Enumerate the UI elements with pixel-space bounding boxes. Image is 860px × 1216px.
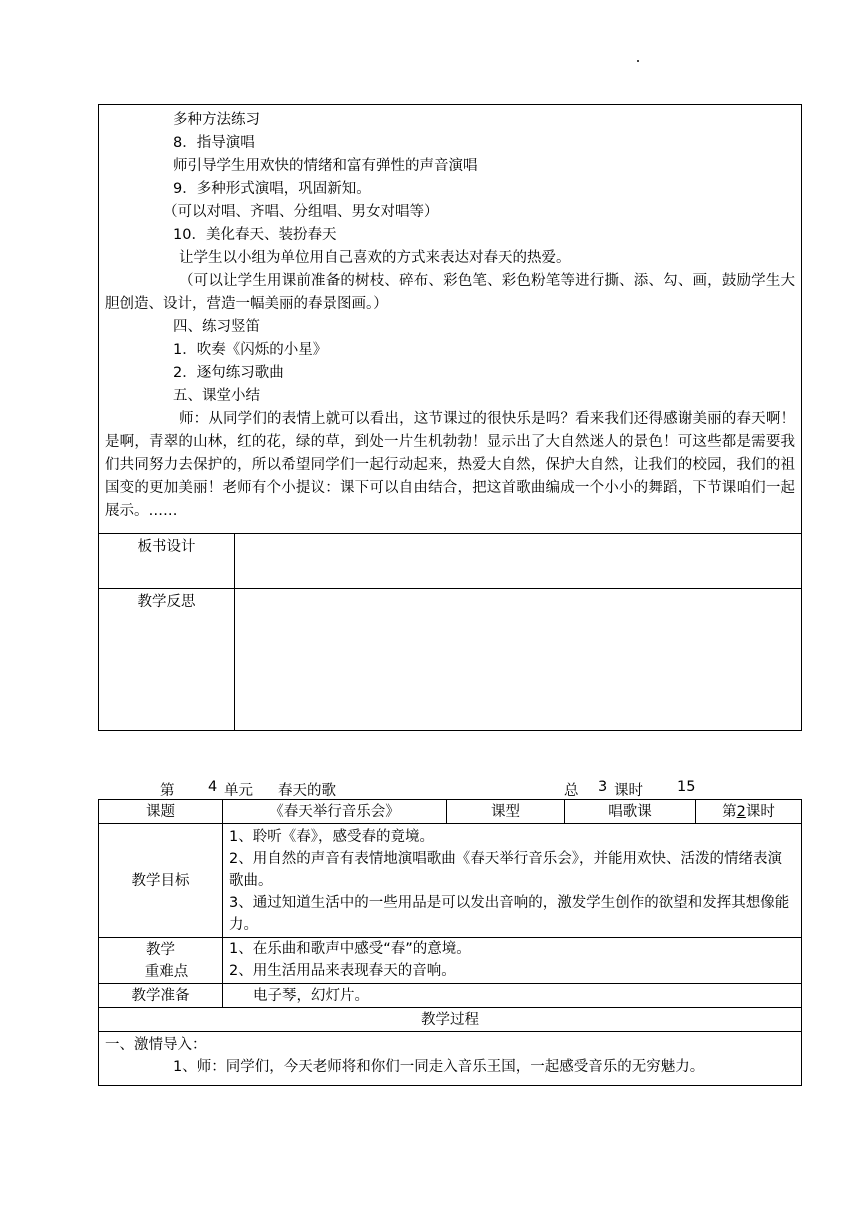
difficulty-label-line2: 重难点 [144,963,189,980]
header-unit-title: 春天的歌 [278,783,336,799]
lesson-b-header [98,779,801,799]
difficulty-item: 1、在乐曲和歌声中感受“春”的意境。 [229,941,471,957]
type-label: 课型 [447,800,565,824]
type-value: 唱歌课 [565,800,696,824]
period-prefix: 第 [722,803,737,820]
difficulty-label [99,938,223,984]
process-line: 多种方法练习 [173,112,260,128]
intro-content [99,1032,802,1086]
prep-content: 电子琴，幻灯片。 [223,984,802,1008]
para-materials: （可以让学生用课前准备的树枝、碎布、彩色笔、彩色粉笔等进行撕、添、勾、画，鼓励学生大胆创造、设计，营造一幅美丽的春景图画。） [105,273,796,312]
intro-line: 1、师：同学们，今天老师将和你们一同走入音乐王国，一起感受音乐的无穷魅力。 [173,1059,705,1075]
prep-label: 教学准备 [99,984,223,1008]
process-line: 师引导学生用欢快的情绪和富有弹性的声音演唱 [173,158,478,174]
lesson-a-table [98,104,802,731]
process-line: 五、课堂小结 [173,388,260,404]
board-design-label: 板书设计 [99,534,235,589]
process-line: （可以对唱、齐唱、分组唱、男女对唱等） [163,204,439,220]
goals-content [223,824,802,938]
topic-label: 课题 [99,800,223,824]
goal-item: 2、用自然的声音有表情地演唱歌曲《春天举行音乐会》，并能用欢快、活泼的情绪表演歌曲。 [229,851,782,889]
process-line: 1．吹奏《闪烁的小星》 [173,342,328,358]
goal-item: 1、聆听《春》，感受春的竟境。 [229,829,434,845]
header-keshi: 课时 [614,783,643,799]
process-line: 10．美化春天、装扮春天 [173,227,337,243]
topic-value: 《春天举行音乐会》 [223,800,447,824]
header-unit-word: 单元 [224,783,253,799]
para-express: 让学生以小组为单位用自己喜欢的方式来表达对春天的热爱。 [179,250,571,266]
period-num: 2 [736,803,746,820]
process-cell [99,105,802,534]
reflection-content [235,589,802,731]
board-design-content [235,534,802,589]
difficulty-item: 2、用生活用品来表现春天的音响。 [229,963,456,979]
header-total: 3 [598,779,608,795]
period-cell [696,800,802,824]
process-line: 8．指导演唱 [173,135,255,151]
header-unit-num: 4 [208,779,218,795]
difficulty-label-line1: 教学 [146,941,175,958]
page-dot [637,60,639,62]
period-suffix: 课时 [745,803,775,820]
goals-label: 教学目标 [99,824,223,938]
process-line: 9．多种形式演唱，巩固新知。 [173,181,371,197]
header-num: 15 [677,779,696,795]
process-label: 教学过程 [99,1008,802,1032]
header-di: 第 [160,783,175,799]
intro-heading: 一、激情导入： [105,1037,207,1053]
goal-item: 3、通过知道生活中的一些用品是可以发出音响的，激发学生创作的欲望和发挥其想像能力。 [229,895,790,933]
para-summary: 师：从同学们的表情上就可以看出，这节课过的很快乐是吗？看来我们还得感谢美丽的春天啊！是啊，青翠的山林，红的花，绿的草，到处一片生机勃勃！显示出了大自然迷人的景色！可这些都是需要我们共同努力去保护的，所以希望同学们一起行动起来，热爱大自然，保护大自然，让我们的校园，我们的祖国变的更加美丽！老师有个小提议：课下可以自由结合，把这首歌曲编成一个小小的舞蹈，下节课咱们一起展示。…… [105,411,796,519]
header-zong: 总 [564,783,579,799]
process-line: 四、练习竖笛 [173,319,260,335]
lesson-b-table [98,799,802,1086]
process-line: 2．逐句练习歌曲 [173,365,284,381]
difficulty-content [223,938,802,984]
reflection-label: 教学反思 [99,589,235,731]
